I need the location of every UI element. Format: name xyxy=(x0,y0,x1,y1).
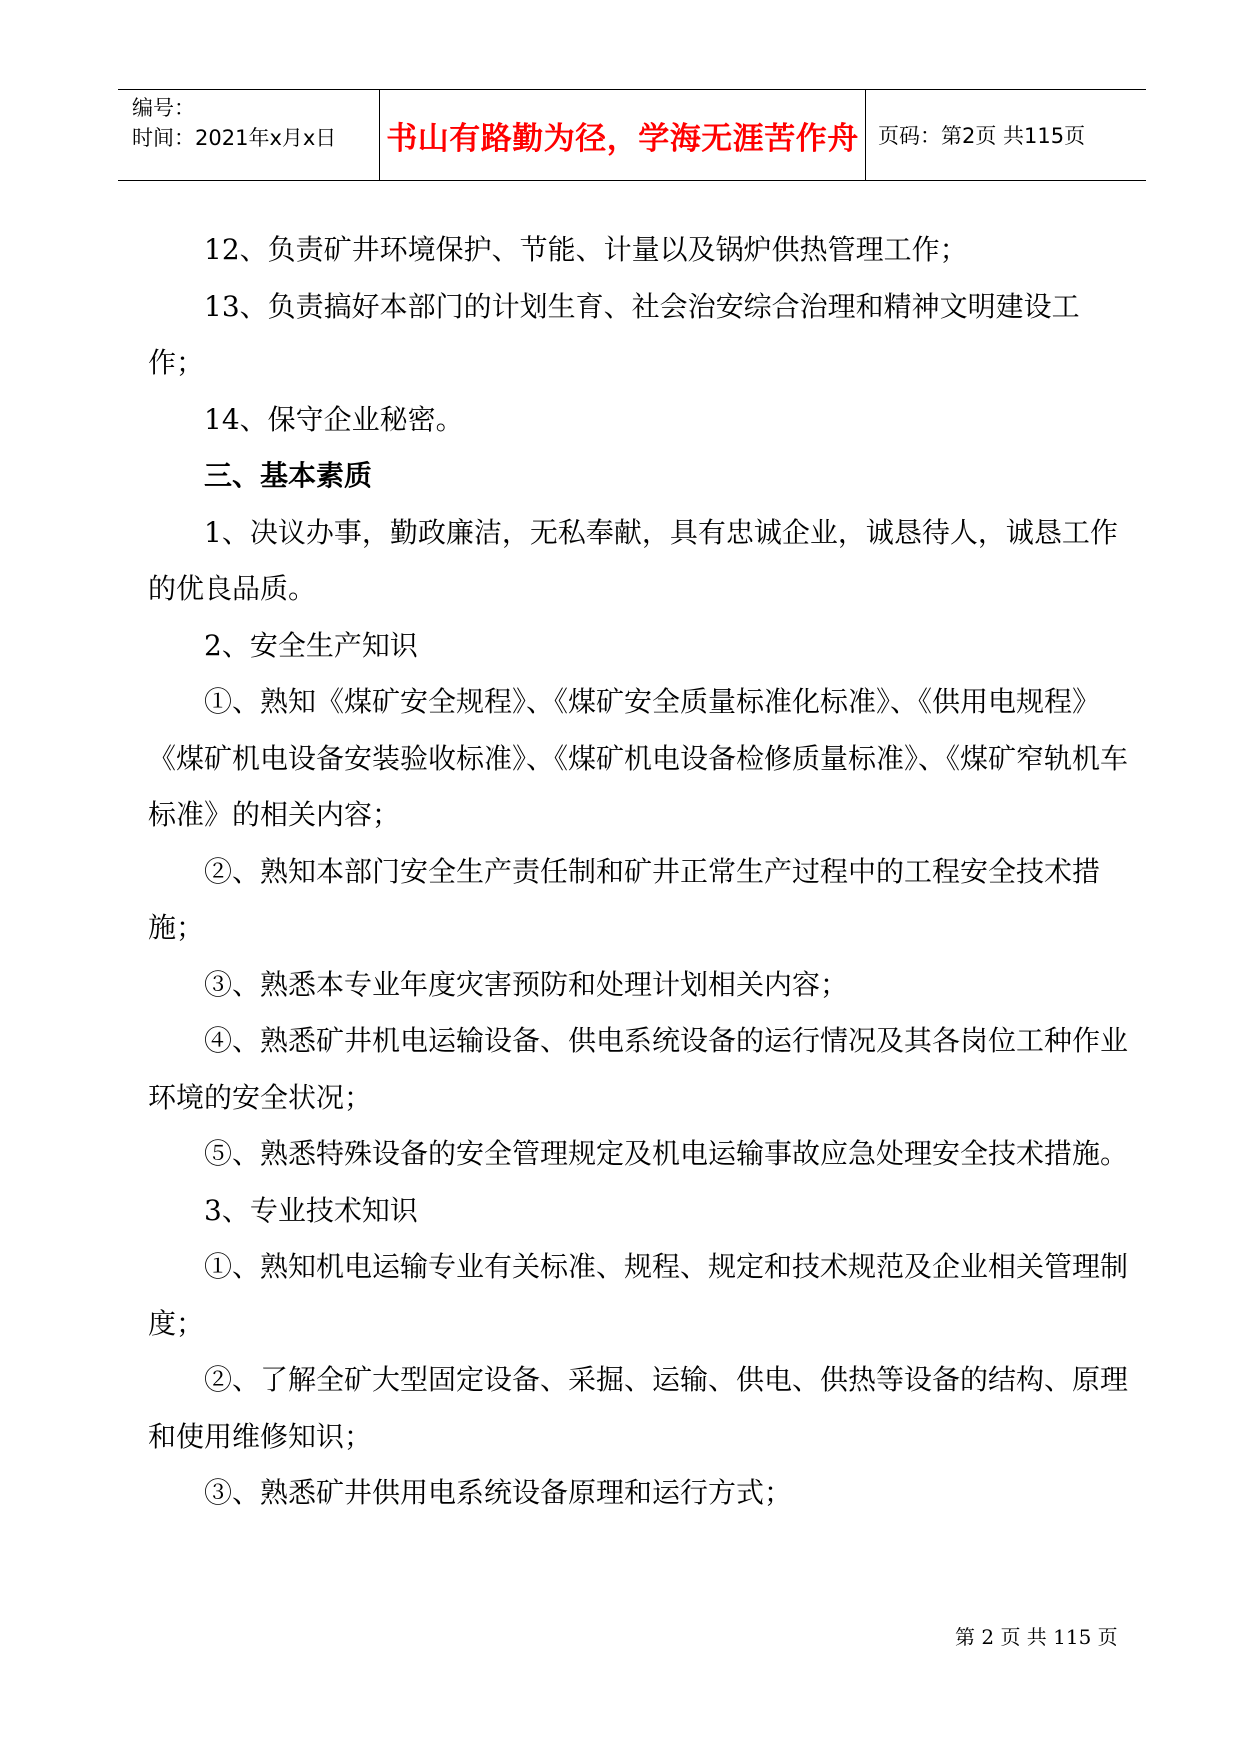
motto-text: 书山有路勤为径，学海无涯苦作舟 xyxy=(386,120,859,157)
paragraph: ①、熟知《煤矿安全规程》、《煤矿安全质量标准化标准》、《供用电规程》 xyxy=(204,685,1101,718)
paragraph: ①、熟知机电运输专业有关标准、规程、规定和技术规范及企业相关管理制度； xyxy=(148,1250,1129,1340)
paragraph: 13、负责搞好本部门的计划生育、社会治安综合治理和精神文明建设工作； xyxy=(148,289,1080,379)
paragraph: ⑤、熟悉特殊设备的安全管理规定及机电运输事故应急处理安全技术措施。 xyxy=(204,1137,1129,1170)
paragraph: ③、熟悉本专业年度灾害预防和处理计划相关内容； xyxy=(204,967,849,1001)
paragraph: 1、决议办事，勤政廉洁，无私奉献，具有忠诚企业，诚恳待人，诚恳工作的优良品质。 xyxy=(148,515,1118,605)
paragraph: 2、安全生产知识 xyxy=(204,628,418,662)
time-label: 时间：2021年x月x日 xyxy=(132,126,337,150)
paragraph: ②、熟知本部门安全生产责任制和矿井正常生产过程中的工程安全技术措施； xyxy=(148,854,1101,944)
header-motto-cell xyxy=(379,90,866,180)
header-page-info: 页码：第2页 共115页 xyxy=(878,124,1086,148)
paragraph: 12、负责矿井环境保护、节能、计量以及锅炉供热管理工作； xyxy=(204,233,968,266)
paragraph: ③、熟悉矿井供用电系统设备原理和运行方式； xyxy=(204,1476,793,1509)
section-heading: 三、基本素质 xyxy=(204,459,373,492)
number-label: 编号： xyxy=(132,96,195,120)
paragraph: 《煤矿机电设备安装验收标准》、《煤矿机电设备检修质量标准》、《煤矿窄轨机车标准》的相关内容； xyxy=(148,741,1129,831)
header-table xyxy=(118,89,1146,181)
document-body xyxy=(148,222,1128,1522)
paragraph: ②、了解全矿大型固定设备、采掘、运输、供电、供热等设备的结构、原理和使用维修知识； xyxy=(148,1363,1129,1453)
page-footer: 第 2 页 共 115 页 xyxy=(955,1625,1118,1649)
paragraph: 3、专业技术知识 xyxy=(204,1193,418,1227)
paragraph: 14、保守企业秘密。 xyxy=(204,402,464,436)
paragraph: ④、熟悉矿井机电运输设备、供电系统设备的运行情况及其各岗位工种作业环境的安全状况； xyxy=(148,1024,1129,1114)
header-meta xyxy=(118,90,379,180)
